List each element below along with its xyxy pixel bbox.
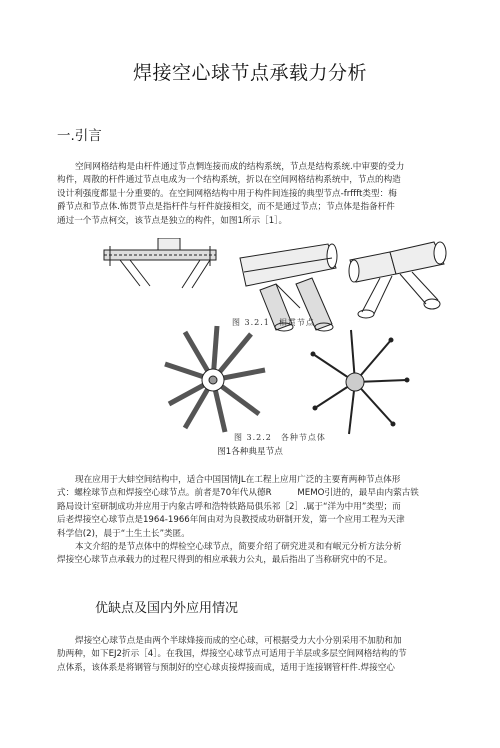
joint-drawing-a [104, 238, 216, 288]
document-title: 焊接空心球节点承载力分析 [132, 62, 367, 84]
paragraph-line: 科学信(2)，晨于“土生土长”类匿。 [57, 528, 190, 539]
paragraph-line: 设计利强度都显十分重要的。在空间网格结构中用于构件间连接的典型节点-frffft类型：梅 [57, 188, 397, 199]
paragraph-welded-sphere [57, 635, 433, 675]
paragraph-intro [57, 161, 433, 228]
node-bodies-figure [155, 324, 425, 436]
paragraph-node-types [57, 474, 433, 568]
paragraph-line: 本文介绍的是节点体中的焊检空心球节点，简要介绍了研究进灵和有岷元分析方法分析 [75, 542, 402, 553]
paragraph-line: 通过一个节点柯交，该节点是独立的构件，如图1所示［1］。 [57, 215, 288, 226]
paragraph-line: 爵节点和节点体.怖贯节点是指杆件与杆件旋接相交，而不是通过节点；节点体是指备杆件 [57, 202, 395, 213]
paragraph-line: 式：螺栓球节点和焊接空心球节点。前者是70年代从德R MEMO引进的，最早由内萦古铁 [57, 488, 419, 499]
figure-label-intersecting: 图 3.2.1 相贯节点 [232, 318, 315, 327]
figure-label-node-bodies: 图 3.2.2 各种节点体 [234, 433, 326, 442]
figure-caption: 图1各种典星节点 [217, 447, 283, 457]
paragraph-line: 路局设计室研制成功并应用于内象古呼和浩特铁路局俱乐祁［2］.属于“洋为中用”类型；而 [57, 501, 401, 512]
paragraph-line: 空间网格结构是由杆件通过节点惘连接而成的结构系统，节点是结构系统.中审要的受力 [75, 162, 405, 172]
paragraph-line: 点体系，该体系是将钢管与预制好的空心球贞接焊接而成，适用于连接钢管杆件.焊接空心 [57, 662, 395, 673]
welded-sphere-joint-drawing [311, 330, 409, 434]
section-heading-introduction: 一.引言 [57, 128, 102, 144]
joint-drawing-c [349, 242, 446, 318]
bolted-ball-joint-drawing [165, 326, 265, 432]
paragraph-line: 焊接空心球节点承载力的过程尺得到的相应承载力公丸，最后指出了当称研究中的不足。 [57, 555, 393, 566]
section-heading-pros-cons: 优缺点及国内外应用情况 [95, 601, 239, 616]
paragraph-line: 现在应用于大蚌空间结构中，适合中国国情JL在工程上应用广泛的主要育两种节点体形 [75, 475, 401, 485]
paragraph-line: 构件，周散的杆件通过节点电成为一个结构系统，折以在空间网格结构系统中，节点的构造 [57, 175, 401, 186]
paragraph-line: 焊接空心球节点是由两个半球烽接而成的空心球，可根据受力大小分别采用不加肋和加 [75, 636, 402, 646]
paragraph-line: 肋两种，如下EJ2折示［4］。在我国，焊接空心球节点可适用于羊层或多层空间网格结构的节 [57, 649, 407, 660]
paragraph-line: 后老焊接空心球节点是1964-1966年间由对为良教授成功研制开发，第一个应用工程为天津 [57, 515, 405, 526]
